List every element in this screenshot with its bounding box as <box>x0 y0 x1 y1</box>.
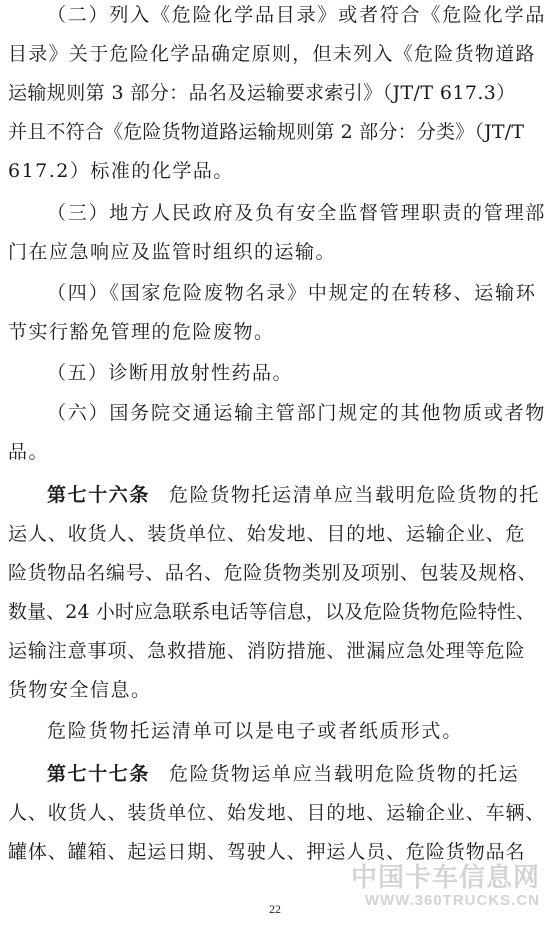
paragraph-line: 运输规则第 3 部分：品名及运输要求索引》（JT/T 617.3） <box>8 82 516 104</box>
paragraph-line: 运输注意事项、急救措施、消防措施、泄漏应急处理等危险 <box>8 640 526 662</box>
paragraph-line: 运人、收货人、装货单位、始发地、目的地、运输企业、危 <box>8 523 526 545</box>
paragraph-line: 并且不符合《危险货物道路运输规则第 2 部分：分类》（JT/T <box>8 121 525 143</box>
paragraph-line: 节实行豁免管理的危险废物。 <box>8 321 275 343</box>
page-number: 22 <box>269 902 281 916</box>
watermark <box>351 857 540 909</box>
paragraph-line: 数量、24 小时应急联系电话等信息，以及危险货物危险特性、 <box>8 601 536 623</box>
watermark-site-name: 中国卡车信息网 <box>350 863 540 893</box>
paragraph-line: 目录》关于危险化学品确定原则，但未列入《危险货物道路 <box>8 43 536 65</box>
paragraph-line: （五）诊断用放射性药品。 <box>47 362 294 384</box>
paragraph-line: （二）列入《危险化学品目录》或者符合《危险化学品 <box>47 4 547 26</box>
paragraph-line: 门在应急响应及监管时组织的运输。 <box>8 241 337 263</box>
paragraph-line: 险货物品名编号、品名、危险货物类别及项别、包装及规格、 <box>8 562 538 584</box>
watermark-url: WWW.360TRUCKS.CN <box>364 892 540 909</box>
paragraph-text: 危险货物托运清单应当载明危险货物的托 <box>169 484 540 506</box>
paragraph-text: 危险货物运单应当载明危险货物的托运 <box>169 763 520 785</box>
paragraph-line <box>47 762 519 786</box>
paragraph-line: 品。 <box>8 441 50 463</box>
paragraph-line <box>47 483 540 507</box>
article-heading: 第七十七条 <box>47 763 151 785</box>
paragraph-line: （四）《国家危险废物名录》中规定的在转移、运输环 <box>47 282 537 304</box>
paragraph-line: 危险货物托运清单可以是电子或者纸质形式。 <box>47 720 464 742</box>
paragraph-line: 人、收货人、装货单位、始发地、目的地、运输企业、车辆、 <box>8 802 546 824</box>
article-heading: 第七十六条 <box>47 484 151 506</box>
paragraph-line: 罐体、罐箱、起运日期、驾驶人、押运人员、危险货物品名 <box>8 841 526 863</box>
paragraph-line: （六）国务院交通运输主管部门规定的其他物质或者物 <box>47 402 547 424</box>
paragraph-line: （三）地方人民政府及负有安全监督管理职责的管理部 <box>47 202 547 224</box>
paragraph-line: 617.2）标准的化学品。 <box>8 160 234 182</box>
paragraph-line: 货物安全信息。 <box>8 679 152 701</box>
